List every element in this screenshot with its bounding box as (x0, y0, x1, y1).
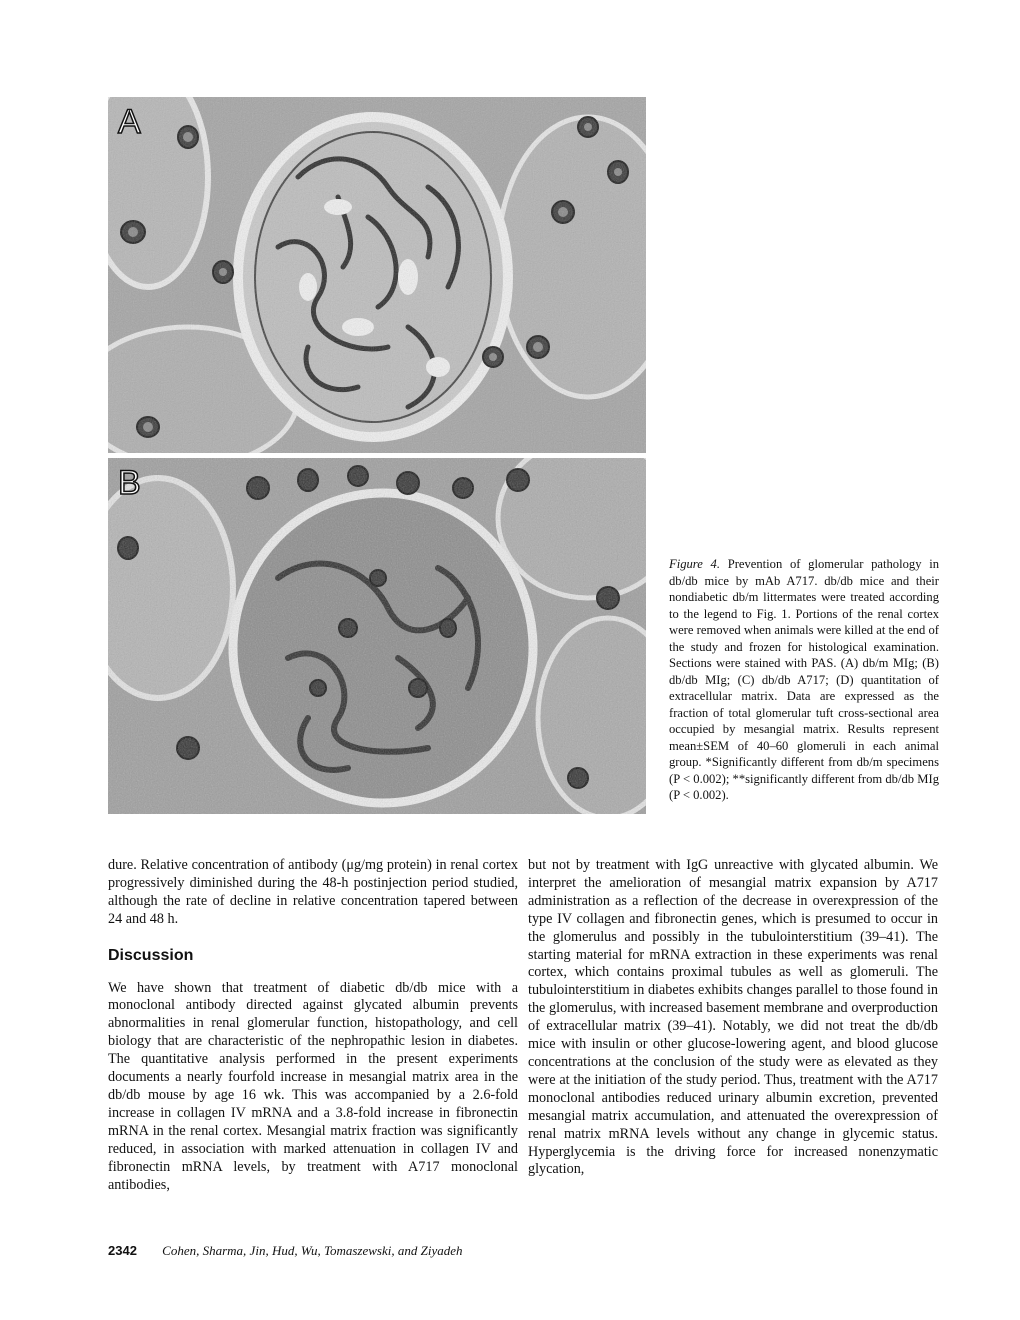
figure-panel-b (108, 458, 646, 814)
right-column (528, 857, 938, 1179)
running-authors: Cohen, Sharma, Jin, Hud, Wu, Tomaszewski, and Ziyadeh (162, 1243, 463, 1258)
micrograph-b-icon (108, 458, 646, 814)
page-number: 2342 (108, 1243, 137, 1258)
figure-caption (669, 556, 939, 804)
figure-panel-a (108, 97, 646, 453)
panel-label: A (118, 103, 141, 141)
micrograph-a-icon (108, 97, 646, 453)
left-column (108, 857, 518, 1194)
paragraph: We have shown that treatment of diabetic db/db mice with a monoclonal antibody directed against glycated albumin prevents abnormalities in renal glomerular function, histopathology, and cell biology that are characteristic of the nephropathic lesion in diabetes. The quantitative analysis performed in the present experiments documents a nearly fourfold increase in mesangial matrix area in the db/db mouse by age 16 wk. This was accompanied by a 2.6-fold increase in collagen IV mRNA and a 3.8-fold increase in fibronectin mRNA in the renal cortex. Mesangial matrix fraction was significantly reduced, in association with marked attenuation in collagen IV and fibronectin mRNA levels, by treatment with A717 monoclonal antibodies, (108, 979, 518, 1193)
panel-label: B (118, 464, 141, 502)
paragraph: dure. Relative concentration of antibody (μg/mg protein) in renal cortex progressively diminished during the 48-h postinjection period studied, although the rate of decline in relative concentration tapered between 24 and 48 h. (108, 857, 518, 927)
caption-text: Prevention of glomerular pathology in db/db mice by mAb A717. db/db mice and their nondiabetic db/m littermates were treated according to the legend to Fig. 1. Portions of the renal cortex were removed when animals were killed at the end of the study and frozen for histological examination. Sections were stained with PAS. (A) db/m MIg; (B) db/db MIg; (C) db/db A717; (D) quantitation of extracellular matrix. Data are expressed as the fraction of total glomerular tuft cross-sectional area occupied by mesangial matrix. Results represent mean±SEM of 40–60 glomeruli in each animal group. *Significantly different from db/m specimens (P < 0.002); **significantly different from db/db MIg (P < 0.002). (669, 557, 939, 802)
paragraph: but not by treatment with IgG unreactive with glycated albumin. We interpret the amelioration of mesangial matrix expansion by A717 administration as a reflection of the decrease in overexpression of the type IV collagen and fibronectin genes, which is presumed to occur in the glomerulus and possibly in the tubulointerstitium (39–41). The starting material for mRNA extraction in these experiments was renal cortex, which contains proximal tubules as well as glomeruli. The tubulointerstitium in diabetes exhibits changes parallel to those found in the glomerulus, with increased basement membrane and overproduction of extracellular matrix (39–41). Notably, we did not treat the db/db mice with insulin or other glucose-lowering agent, and blood glucose concentrations at the conclusion of the study were as elevated as they were at the initiation of the study period. Thus, treatment with the A717 monoclonal antibodies reduced urinary albumin excretion, prevented mesangial matrix accumulation, and attenuated the overexpression of renal matrix mRNA levels without any change in glycemic status. Hyperglycemia is the driving force for increased nonenzymatic glycation, (528, 857, 938, 1178)
section-heading: Discussion (108, 946, 194, 964)
caption-label: Figure 4. (669, 557, 720, 571)
page-footer (108, 1243, 463, 1259)
